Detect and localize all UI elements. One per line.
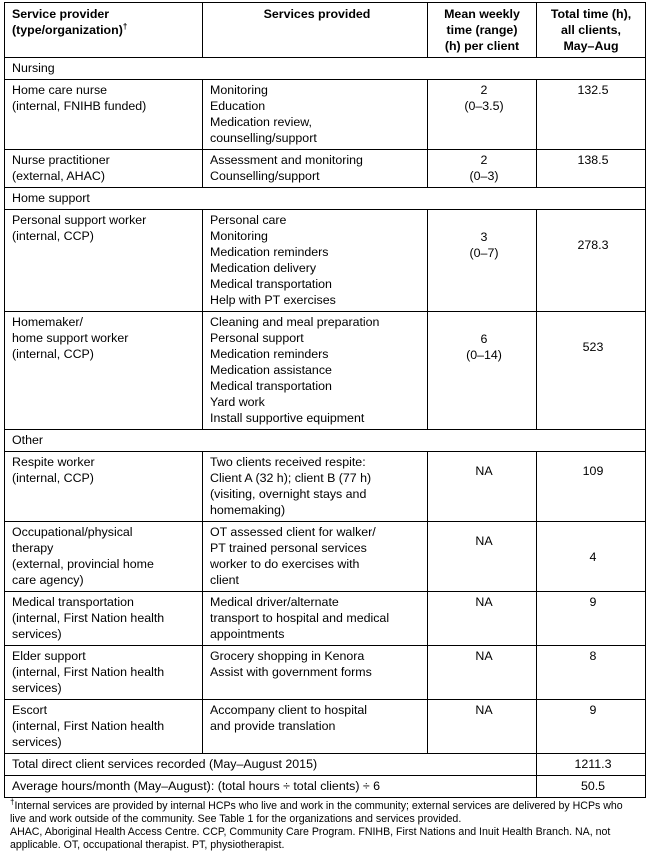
services-cell: Grocery shopping in Kenora Assist with government forms — [203, 646, 428, 700]
provider-cell: Occupational/physical therapy (external, provincial home care agency) — [5, 522, 203, 592]
weekly-cell: 2 (0–3) — [428, 150, 537, 188]
weekly-cell: NA — [428, 592, 537, 646]
table-row-med-transport — [5, 592, 646, 646]
section-nursing: Nursing — [5, 58, 646, 80]
header-services: Services provided — [203, 3, 428, 58]
total-cell: 9 — [537, 592, 646, 646]
header-provider: Service provider (type/organization)† — [5, 3, 203, 58]
header-row — [5, 3, 646, 58]
services-cell: Assessment and monitoring Counselling/support — [203, 150, 428, 188]
section-other: Other — [5, 430, 646, 452]
section-row-other — [5, 430, 646, 452]
table-row-nurse-practitioner — [5, 150, 646, 188]
footnote-abbreviations: AHAC, Aboriginal Health Access Centre. CCP, Community Care Program. FNIHB, First Nations and Inuit Health Branch. NA, not applicable. OT, occupational therapist. PT, physiotherapist. — [10, 826, 611, 851]
table-row-home-care-nurse — [5, 80, 646, 150]
total-cell: 132.5 — [537, 80, 646, 150]
provider-cell: Escort (internal, First Nation health services) — [5, 700, 203, 754]
services-table — [4, 2, 646, 798]
table-row-homemaker — [5, 312, 646, 430]
total-cell: 278.3 — [537, 210, 646, 312]
table-row-ot-pt — [5, 522, 646, 592]
section-row-home-support — [5, 188, 646, 210]
weekly-cell: NA — [428, 700, 537, 754]
table-row-average — [5, 776, 646, 798]
footnotes — [10, 797, 640, 852]
section-row-nursing — [5, 58, 646, 80]
header-weekly: Mean weekly time (range) (h) per client — [428, 3, 537, 58]
services-cell: Accompany client to hospital and provide translation — [203, 700, 428, 754]
services-cell: Cleaning and meal preparation Personal support Medication reminders Medication assistance Medical transportation Yard work Install supportive equipment — [203, 312, 428, 430]
total-cell: 8 — [537, 646, 646, 700]
services-cell: Monitoring Education Medication review, counselling/support — [203, 80, 428, 150]
provider-cell: Respite worker (internal, CCP) — [5, 452, 203, 522]
provider-cell: Medical transportation (internal, First Nation health services) — [5, 592, 203, 646]
total-value: 1211.3 — [537, 754, 646, 776]
average-label: Average hours/month (May–August): (total hours ÷ total clients) ÷ 6 — [5, 776, 537, 798]
provider-cell: Elder support (internal, First Nation health services) — [5, 646, 203, 700]
services-cell: Two clients received respite: Client A (32 h); client B (77 h) (visiting, overnight stays and homemaking) — [203, 452, 428, 522]
header-total: Total time (h), all clients, May–Aug — [537, 3, 646, 58]
weekly-cell: NA — [428, 646, 537, 700]
table-row-psw — [5, 210, 646, 312]
table-row-respite — [5, 452, 646, 522]
services-cell: OT assessed client for walker/ PT trained personal services worker to do exercises with client — [203, 522, 428, 592]
services-cell: Personal care Monitoring Medication reminders Medication delivery Medical transportation Help with PT exercises — [203, 210, 428, 312]
table-row-total — [5, 754, 646, 776]
section-home-support: Home support — [5, 188, 646, 210]
table-row-escort — [5, 700, 646, 754]
provider-cell: Nurse practitioner (external, AHAC) — [5, 150, 203, 188]
weekly-cell: NA — [428, 452, 537, 522]
total-cell: 9 — [537, 700, 646, 754]
weekly-cell: 6 (0–14) — [428, 312, 537, 430]
total-cell: 4 — [537, 522, 646, 592]
average-value: 50.5 — [537, 776, 646, 798]
weekly-cell: 2 (0–3.5) — [428, 80, 537, 150]
total-cell: 523 — [537, 312, 646, 430]
table-row-elder — [5, 646, 646, 700]
total-cell: 138.5 — [537, 150, 646, 188]
provider-cell: Homemaker/ home support worker (internal, CCP) — [5, 312, 203, 430]
provider-cell: Home care nurse (internal, FNIHB funded) — [5, 80, 203, 150]
total-label: Total direct client services recorded (May–August 2015) — [5, 754, 537, 776]
total-cell: 109 — [537, 452, 646, 522]
weekly-cell: 3 (0–7) — [428, 210, 537, 312]
services-cell: Medical driver/alternate transport to hospital and medical appointments — [203, 592, 428, 646]
weekly-cell: NA — [428, 522, 537, 592]
footnote-internal-external: †Internal services are provided by internal HCPs who live and work in the community; external services are delivered by HCPs who live and work outside of the community. See Table 1 for the organizations and services provided. — [10, 797, 623, 825]
provider-cell: Personal support worker (internal, CCP) — [5, 210, 203, 312]
